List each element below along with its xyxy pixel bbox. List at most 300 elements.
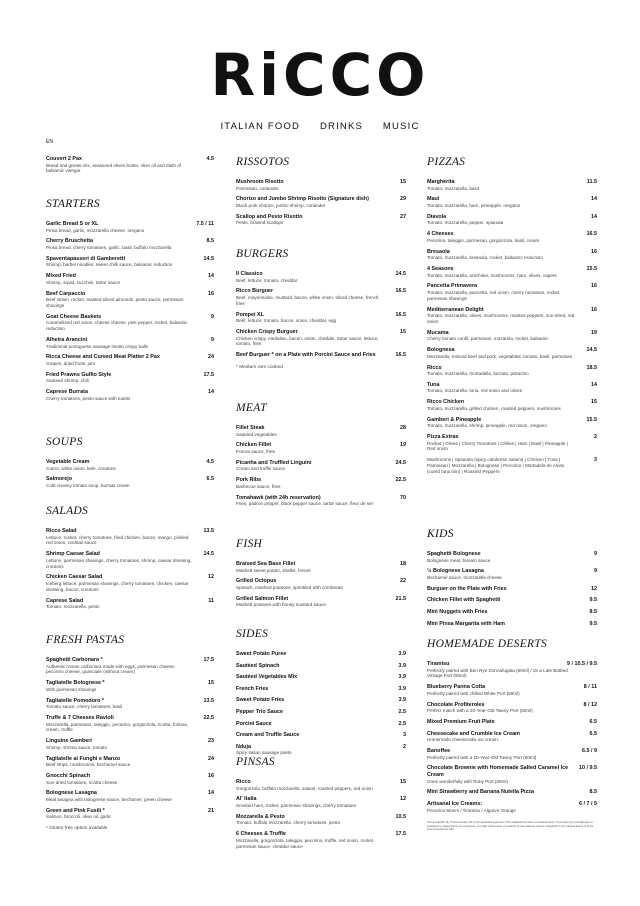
menu-item-name: Vegetable Cream: [46, 459, 90, 465]
menu-item-price: 28: [400, 425, 406, 431]
menu-item-name: Mushroom Risotto: [236, 179, 284, 185]
menu-item-name: Green and Pink Fusili *: [46, 807, 105, 814]
menu-item-name: Bolognese Lasagna: [46, 790, 97, 797]
menu-item: [46, 354, 214, 366]
menu-item-description: With parmesan shavings: [46, 686, 97, 692]
section-title-desserts: HOMEMADE DESERTS: [427, 638, 548, 650]
menu-item: [46, 773, 214, 785]
tagline-drinks: DRINKS: [319, 121, 364, 132]
menu-item-price: 15: [400, 179, 406, 185]
menu-item: [427, 330, 597, 342]
menu-item-description: Spicy italian sausage paste: [236, 750, 292, 756]
menu-item-price: 15: [400, 779, 406, 785]
menu-item-price: 9: [594, 568, 597, 575]
menu-item-price: 19: [400, 442, 406, 449]
section-burgers: [236, 248, 406, 370]
menu-item-description: Caramelized red onion, cheese cheese, pink pepper, rocket, balsamic reduction: [46, 320, 188, 332]
menu-item-description: Mozzarella, parmesan, taleggio, pecorino, gorgonzola, ricotta, fontina, cream, truffle: [46, 721, 188, 733]
menu-item-name: Tagliatelle ai Funghi e Manzo: [46, 755, 121, 762]
menu-item-name: Truffe & 7 Cheeses Ravioli: [46, 714, 114, 721]
menu-item-price: 10 / 9.5: [579, 765, 597, 772]
menu-item-price: 16: [591, 306, 597, 313]
menu-item-description: Perfectly paired with chilled White Port (60ml): [427, 690, 520, 696]
menu-item-name: Pizza Extras: [427, 434, 459, 441]
menu-item-description: Mozzarella, minced beef and pork, vegetables, tomato, basil, parmesan: [427, 353, 573, 359]
menu-item-name: Beef Carpaccio: [46, 290, 86, 297]
menu-item-description: Pecorino Monni / Tiramisu / Algarve Orange: [427, 807, 516, 813]
menu-item-price: 17.5: [395, 831, 406, 838]
menu-item: [46, 574, 214, 592]
menu-item-name: Ricca Cheese and Cureed Meat Platter 2 Pax: [46, 354, 160, 361]
menu-item-description: Carrot, white onion, leek, croutons: [46, 465, 116, 471]
section-risottos: [236, 156, 406, 231]
menu-item-name: Salmorejo: [46, 476, 73, 483]
menu-item: [427, 231, 597, 243]
menu-item-description: Pesto, braised scallops: [236, 220, 284, 226]
menu-item-name: Maui: [427, 196, 440, 203]
menu-item-description: Beef strips, mushrooms, bechamel sauce: [46, 762, 131, 768]
menu-item-name: Mixed Premium Fruit Plate: [427, 718, 495, 725]
menu-item-name: Goat Cheese Baskets: [46, 313, 102, 320]
menu-item-description: Traditional portuguese sausage risotto crispy balls: [46, 343, 148, 349]
menu-item-price: 3.9: [398, 697, 406, 704]
menu-item-description: Fries, padron pepper, black pepper sauce, tartar sauce, fleur de sel: [236, 501, 373, 507]
menu-item-price: 18.5: [586, 364, 597, 371]
menu-item-price: 11.5: [586, 179, 597, 185]
menu-item-name: Ricco: [236, 779, 251, 785]
menu-item-description: Cream and truffle sauce: [236, 466, 285, 472]
menu-item: [46, 372, 214, 384]
menu-item-price: 18: [400, 561, 406, 567]
menu-item-name: Grilled Salmon Fillet: [236, 595, 289, 602]
menu-item: [236, 721, 406, 728]
menu-item-name: Chicken Caesar Salad: [46, 574, 103, 581]
menu-item-description: Meat lasagna with bolognese sauce, bechamel, green cheese: [46, 796, 172, 802]
menu-item-name: ½ Bolognese Lasagna: [427, 568, 484, 575]
menu-item-name: Blueberry Panna Cotta: [427, 684, 486, 691]
menu-item-price: 6.5 / 9: [582, 747, 597, 754]
menu-item: [236, 196, 406, 208]
menu-item-description: Tomato, mozzarella, pancetta, red onion, cherry tomatoes, rocket, parmesan shavings: [427, 289, 561, 301]
menu-item-name: Ricco: [427, 364, 442, 371]
menu-item-price: 16.5: [586, 231, 597, 238]
menu-item-name: Tagliatelle Bolognese *: [46, 680, 105, 687]
menu-item: [46, 808, 214, 820]
menu-item-name: Spaventapasseri di Gamberetti: [46, 255, 126, 262]
section-intro: [46, 156, 214, 179]
menu-item-description: Tomato, mozzarella, ham, pineapple, oregano: [427, 202, 521, 208]
menu-item-price: 15: [208, 680, 214, 687]
menu-item-price: 16: [591, 248, 597, 255]
menu-item-name: Chocolate Brownie with Homemade Salted Caramel Ice Cream: [427, 765, 569, 778]
menu-item: [427, 586, 597, 593]
menu-item-price: 14: [208, 389, 214, 396]
menu-item-description: Lettuce, parmesan shavings, cherry tomatoes, shrimp, caesar dressing, croutons: [46, 557, 192, 569]
section-title-burgers: BURGERS: [236, 248, 289, 260]
menu-item-description: Rocket | Olives | Cherry Tomatoes | Chilies | Ham | Basil | Pineapple | Red onion: [427, 440, 568, 452]
menu-item: [427, 731, 597, 743]
menu-item-price: 15: [591, 399, 597, 406]
menu-item-price: 15.5: [586, 265, 597, 272]
menu-item-price: 13.5: [203, 697, 214, 704]
menu-item-name: Ricco Salad: [46, 528, 77, 534]
menu-item-price: 16.5: [395, 288, 406, 295]
menu-item-name: 4 Seasons: [427, 265, 454, 272]
menu-item-name: Chicken Crispy Burguer: [236, 328, 298, 335]
menu-item: [236, 663, 406, 670]
menu-item: [236, 329, 406, 347]
menu-item: [236, 686, 406, 693]
menu-item: [427, 365, 597, 377]
menu-item-name: Garlic Bread S or XL: [46, 221, 99, 227]
menu-item-description: Sautéed vegetables: [236, 431, 277, 437]
menu-item-name: Sautéed Vegetables Mix: [236, 674, 298, 681]
menu-item-description: Sauteed shrimp, chili: [46, 378, 89, 384]
menu-item-name: Tomahawk (with 24h reservation): [236, 494, 321, 501]
menu-item-price: 14: [591, 213, 597, 220]
section-starters: [46, 198, 214, 407]
menu-item: [236, 477, 406, 489]
menu-item-price: 14: [591, 196, 597, 203]
menu-item: [46, 291, 214, 309]
menu-item-price: 9.5: [589, 620, 597, 627]
menu-item-description: Bolognese meat, tomato sauce: [427, 557, 491, 563]
menu-item-name: Pompei XL: [236, 311, 264, 318]
menu-item-description: Cherry tomato confit, parmesan, mozarela, rocket, balsamic: [427, 336, 549, 342]
menu-item-price: 17.5: [203, 657, 214, 663]
menu-item-name: Burguer on the Plate with Fries: [427, 585, 507, 592]
menu-item-name: Fried Prawns Gulfio Style: [46, 371, 112, 378]
menu-item: [236, 214, 406, 226]
menu-item-name: Beef Burguer * on a Plate with Porcini Sauce and Fries: [236, 352, 376, 359]
menu-item-description: Homemade cheesecake ice cream: [427, 737, 498, 743]
menu-item-price: 8 / 11: [583, 684, 597, 691]
menu-item-description: Mashed potatoes with honey mustard sauce: [236, 602, 326, 608]
menu-item-description: Smoked ham, rocket, parmesan shavings, cherry tomatoes: [236, 802, 357, 808]
menu-item: [236, 814, 406, 826]
menu-item-price: 19: [591, 329, 597, 336]
menu-item-description: Tomato, buffalo mozzarella, cherry tomatoes, pesto: [236, 820, 341, 826]
menu-item: [46, 528, 214, 546]
menu-item: [427, 283, 597, 301]
menu-item-name: Nduja: [236, 743, 251, 750]
menu-item: [236, 651, 406, 658]
menu-item-name: Ricco Burguer: [236, 288, 274, 295]
menu-item-name: Ricco Chicken: [427, 399, 465, 406]
menu-item-name: Porcini Sauce: [236, 720, 272, 727]
menu-item-description: Tomato, mozzarella, artichoke, mushrooms, ham, olives, capers: [427, 272, 557, 278]
menu-item-price: 29: [400, 196, 406, 203]
menu-item-name: Bresaola: [427, 248, 450, 255]
legal-fine-print: Prices in EURO (€) | Prices include VAT at the applicable legal rate | This establishment has a complaints book | If you have any food allergies or intolerances, please inform our employees. Our daily dishes were not ordered by the customer may be charged for if not returned before or at the time of serving the dish: [427, 821, 594, 831]
menu-item-price: 16: [208, 772, 214, 779]
menu-item-price: 9: [211, 336, 214, 343]
menu-item-description: Mozzarella, gorgonzola, taleggio, pecorino, truffle, red onion, rocket, parmesan sauce, cheddar sauce: [236, 837, 375, 849]
section-note: * Gluten free option available: [46, 826, 108, 832]
menu-item-price: 24: [208, 354, 214, 361]
menu-item-name: Pancetta Primavera: [427, 283, 478, 290]
section-title-pastas: FRESH PASTAS: [46, 634, 125, 646]
menu-item-description: Tomato, mozzarella, bresaola, rocket, balsamic reduction: [427, 255, 543, 261]
menu-item-description: Bechamel sauce, mozzarella cheese: [427, 574, 502, 580]
menu-item-description: Barbecue sauce, fries: [236, 483, 281, 489]
menu-item: [46, 698, 214, 710]
menu-item: [427, 347, 597, 359]
menu-item-name: Pork Ribs: [236, 477, 262, 484]
menu-item: [427, 684, 597, 696]
menu-item-name: Cherry Bruschetta: [46, 238, 94, 245]
menu-item-price: 16.5: [395, 311, 406, 318]
menu-item: [236, 271, 406, 283]
menu-item: [46, 238, 214, 250]
menu-item-name: Shrimp Caesar Salad: [46, 551, 100, 558]
menu-item-price: 24: [208, 755, 214, 762]
menu-item: [236, 709, 406, 716]
menu-item-price: 11: [208, 597, 214, 604]
menu-item: [427, 609, 597, 616]
menu-item-description: Beef, lettuce, tomato, bacon, onion, cheddar, egg: [236, 318, 337, 324]
menu-item-price: 3.9: [398, 674, 406, 681]
menu-item-name: Couvert 2 Pax: [46, 156, 82, 162]
menu-item-name: Tiramisu: [427, 661, 450, 667]
menu-item: [46, 221, 214, 233]
menu-item-description: Pinsa bread, cherry tomatoes, garlic, basil, buffalo mozzarella: [46, 244, 172, 250]
menu-item: [427, 399, 597, 411]
section-title-starters: STARTERS: [46, 198, 100, 210]
section-title-pizzas: PIZZAS: [427, 156, 466, 168]
menu-item-price: 14.5: [395, 271, 406, 277]
menu-item-name: Mediterranean Delight: [427, 306, 484, 313]
menu-item: [46, 476, 214, 488]
menu-item-price: 4.5: [206, 459, 214, 465]
menu-item-price: 12: [591, 585, 597, 592]
menu-item-price: 14: [208, 273, 214, 280]
menu-item-price: 6.5: [589, 730, 597, 737]
tagline: [0, 121, 640, 132]
menu-item: [46, 459, 214, 471]
menu-item: [236, 732, 406, 739]
menu-item-name: Gamberi & Pineapple: [427, 416, 482, 423]
menu-item-name: Picanha and Truffled Linguini: [236, 459, 312, 466]
section-pinsas: [236, 756, 406, 854]
menu-item-price: 14.5: [586, 347, 597, 354]
menu-item-description: Bread and greats mix, seasoned olives butter, olive oil and dash of balsamic vinegar: [46, 162, 182, 174]
menu-item-price: 6 / 7 / 5: [579, 800, 597, 807]
menu-item-name: Diavola: [427, 213, 447, 220]
menu-item-price: 21: [208, 807, 214, 814]
menu-item-price: 14.5: [203, 551, 214, 558]
menu-item-price: 3.9: [398, 651, 406, 657]
menu-item-description: Tomato, mozzarella, tuna, red onion and olives: [427, 388, 522, 394]
menu-item: [427, 457, 597, 474]
menu-item-name: Mini Pinsa Margarita with Ham: [427, 620, 505, 627]
menu-item: [46, 551, 214, 569]
menu-item-name: Mini Strawberry and Banana Nutella Pizza: [427, 789, 534, 796]
menu-item-price: 15: [400, 328, 406, 335]
menu-item: [46, 314, 214, 332]
menu-item: [427, 434, 597, 452]
menu-item: [236, 596, 406, 608]
menu-item-description: Cold creamy tomato soup, burrata cream: [46, 482, 130, 488]
menu-item-price: 3: [594, 457, 597, 464]
section-desserts: [427, 638, 597, 831]
menu-item: [46, 337, 214, 349]
menu-item-description: Pecorino, taleggio, parmesan, gorgonzola, basil, cream: [427, 237, 540, 243]
tagline-food: ITALIAN FOOD: [220, 121, 301, 132]
menu-item-price: 14.5: [203, 255, 214, 262]
menu-item-price: 16: [591, 283, 597, 290]
language-indicator[interactable]: EN: [46, 139, 53, 145]
menu-item-name: Mini Nuggets with Fries: [427, 608, 488, 615]
menu-item-price: 8.5: [206, 238, 214, 245]
menu-item-description: Perfect match with a 20-Year-Old Tawny Port (60ml): [427, 708, 533, 714]
menu-item-name: Banoffee: [427, 747, 451, 754]
menu-item: [427, 551, 597, 563]
menu-item: [46, 715, 214, 733]
menu-item-name: Al' Italia: [236, 796, 257, 803]
menu-item-name: Cheesecake and Crumble Ice Cream: [427, 730, 520, 737]
section-title-soups: SOUPS: [46, 436, 83, 448]
menu-item-price: 13.5: [203, 528, 214, 534]
menu-item-name: Caprese Burrata: [46, 389, 88, 396]
menu-item: [236, 495, 406, 507]
menu-item-price: 21.5: [395, 595, 406, 602]
section-fish: [236, 538, 406, 613]
menu-item-description: Mashed sweet potato, shallot, fennel: [236, 567, 311, 573]
menu-item: [427, 748, 597, 760]
menu-item: [46, 790, 214, 802]
menu-item: [427, 661, 597, 679]
menu-item: [236, 425, 406, 437]
menu-item-name: Caprese Salad: [46, 597, 84, 604]
menu-item: [46, 273, 214, 285]
menu-item-price: 7.5 / 11: [196, 221, 214, 227]
menu-item-name: Chorizo and Jumbo Shrimp Risotto (Signature dish): [236, 196, 369, 203]
section-pizzas: [427, 156, 597, 480]
menu-item-name: Spaghetti Carbonara *: [46, 657, 103, 663]
menu-item: [427, 719, 597, 726]
menu-item: [427, 789, 597, 796]
menu-item-description: Tomato, mozzarella, basil: [427, 185, 479, 191]
section-pastas: [46, 634, 214, 831]
menu-item: [236, 352, 406, 359]
menu-item: [236, 674, 406, 681]
menu-item-name: Mucama: [427, 329, 449, 336]
menu-item-price: 24.5: [395, 459, 406, 466]
menu-item-description: Tomato, mozzarella, mortadella, burrata, pistachio: [427, 371, 529, 377]
menu-item: [236, 831, 406, 849]
menu-item-name: Alheira Arancini: [46, 336, 88, 343]
menu-item-description: Tomato, mozzarella, grilled chicken, roasted peppers, mushrooms: [427, 405, 561, 411]
menu-item-description: Cherry tomatoes, pesto sauce with toasts: [46, 395, 131, 401]
menu-item-description: Shrimp, squid, zucchini, tartar sauce: [46, 279, 121, 285]
menu-item: [236, 460, 406, 472]
menu-item: [427, 702, 597, 714]
menu-item-name: Tuna: [427, 381, 440, 388]
menu-item-name: Fillet Steak: [236, 425, 265, 431]
menu-item-name: Pepper Trio Sauce: [236, 708, 284, 715]
menu-item: [46, 738, 214, 750]
menu-item-price: 2.5: [398, 720, 406, 727]
menu-item-description: Iceberg lettuce, parmesan shavings, cherry tomatoes, chicken, caesar dressing, bacon, croutons: [46, 580, 189, 592]
menu-item: [236, 578, 406, 590]
menu-item-price: 12: [208, 574, 214, 581]
menu-item-name: Grilled Octopus: [236, 578, 277, 585]
menu-item-price: 9 / 10.5 / 9.5: [567, 661, 597, 667]
menu-item-price: 8 / 12: [583, 701, 597, 708]
restaurant-logo: RiCCO: [210, 41, 430, 109]
menu-item-description: Tomato, mozzarella, olives, mushrooms, roasted peppers, sun-dried, red onion: [427, 313, 575, 324]
menu-item: [46, 657, 214, 675]
menu-item: [236, 179, 406, 191]
menu-item: [427, 417, 597, 429]
menu-item-description: Beef, lettuce, tomato, cheddar: [236, 277, 298, 283]
menu-item-description: Pinsa bread, garlic, mozzarella cheese, oregano: [46, 227, 145, 233]
menu-item-description: Authentic roman carbonara made with eggs, parmesan cheese, pecorino cheese, guanciale (without cream): [46, 663, 176, 675]
menu-item-name: Bolognesa: [427, 347, 455, 354]
menu-item-name: Artisanal Ice Creams:: [427, 800, 483, 807]
menu-item-price: 16.5: [395, 352, 406, 359]
menu-item: [427, 568, 597, 580]
section-sides: [236, 628, 406, 761]
menu-item: [427, 266, 597, 278]
menu-item-price: 4.5: [206, 156, 214, 162]
menu-item-description: Shrimp, barbel noodles, sweet chilli sauce, balsamic reduction: [46, 262, 173, 268]
menu-item-name: Spaghetti Bolognese: [427, 551, 481, 557]
menu-item-price: 3.9: [398, 685, 406, 692]
menu-item: [427, 249, 597, 261]
menu-item-description: Shrimp, shrimp sauce, tomato: [46, 744, 108, 750]
menu-item: [236, 796, 406, 808]
menu-item-price: 70: [400, 494, 406, 501]
section-kids: [427, 528, 597, 632]
menu-item: [236, 442, 406, 454]
menu-item-description: Chicken crispy, medalion, bacon, onion, cheddar, tartar sauce, lettuce, tomato, fries: [236, 335, 379, 347]
menu-item-name: 6 Cheeses & Truffle: [236, 831, 287, 838]
tagline-music: MUSIC: [382, 121, 420, 132]
menu-item-description: Tomato, mozzarella, pepper, spianata: [427, 220, 504, 226]
menu-item-name: Chocolate Profiteroles: [427, 701, 485, 708]
menu-item: [236, 561, 406, 573]
menu-item-price: 9: [594, 551, 597, 557]
menu-item-price: 2.5: [398, 708, 406, 715]
menu-item-price: 17.5: [203, 371, 214, 378]
menu-item-description: Parmesan, coriander: [236, 185, 279, 191]
menu-item-description: Lettuce, rocket, cherry tomatoes, fried chicken, bacon, mango, pickled red onion, cocktail sauce: [46, 534, 189, 546]
menu-item: [236, 697, 406, 704]
menu-item-description: Tomato, mozzarella, pesto: [46, 604, 100, 610]
menu-item-name: Mozzarella & Pesto: [236, 813, 285, 820]
menu-item-description: Porcini sauce, fries: [236, 448, 275, 454]
menu-item-name: Sautéed Spinach: [236, 662, 280, 669]
menu-item-description: Beef, mayonnaise, mustard, bacon, white onion, sliced cheese, french fries: [236, 294, 379, 306]
menu-item-description: Perfectly paired with Ben Rye Donnafugata (60ml) / Or a Late Bottled Vintage Port (60ml): [427, 667, 568, 679]
menu-item: [427, 621, 597, 628]
menu-item-description: Perfectly paired with a 10-Year-Old Tawny Port (60ml): [427, 754, 537, 760]
menu-item-price: 8.5: [589, 608, 597, 615]
menu-item-price: 8.5: [589, 789, 597, 796]
menu-item-description: Salmon, broccoli, olive oil, garlic: [46, 814, 112, 820]
menu-item-price: 6.5: [589, 718, 597, 725]
menu-item-price: 22: [400, 578, 406, 585]
menu-item-name: Cream and Truffle Sauce: [236, 732, 300, 739]
menu-item-name: Mixed Fried: [46, 273, 76, 280]
menu-item: [46, 156, 214, 174]
menu-item-name: Scallop and Pesto Risotto: [236, 213, 303, 220]
menu-item-description: Tomato, mozzarella, shrimp, pineapple, red onion, oregano: [427, 423, 547, 429]
menu-item-price: 3.9: [398, 662, 406, 669]
menu-item: [236, 779, 406, 791]
